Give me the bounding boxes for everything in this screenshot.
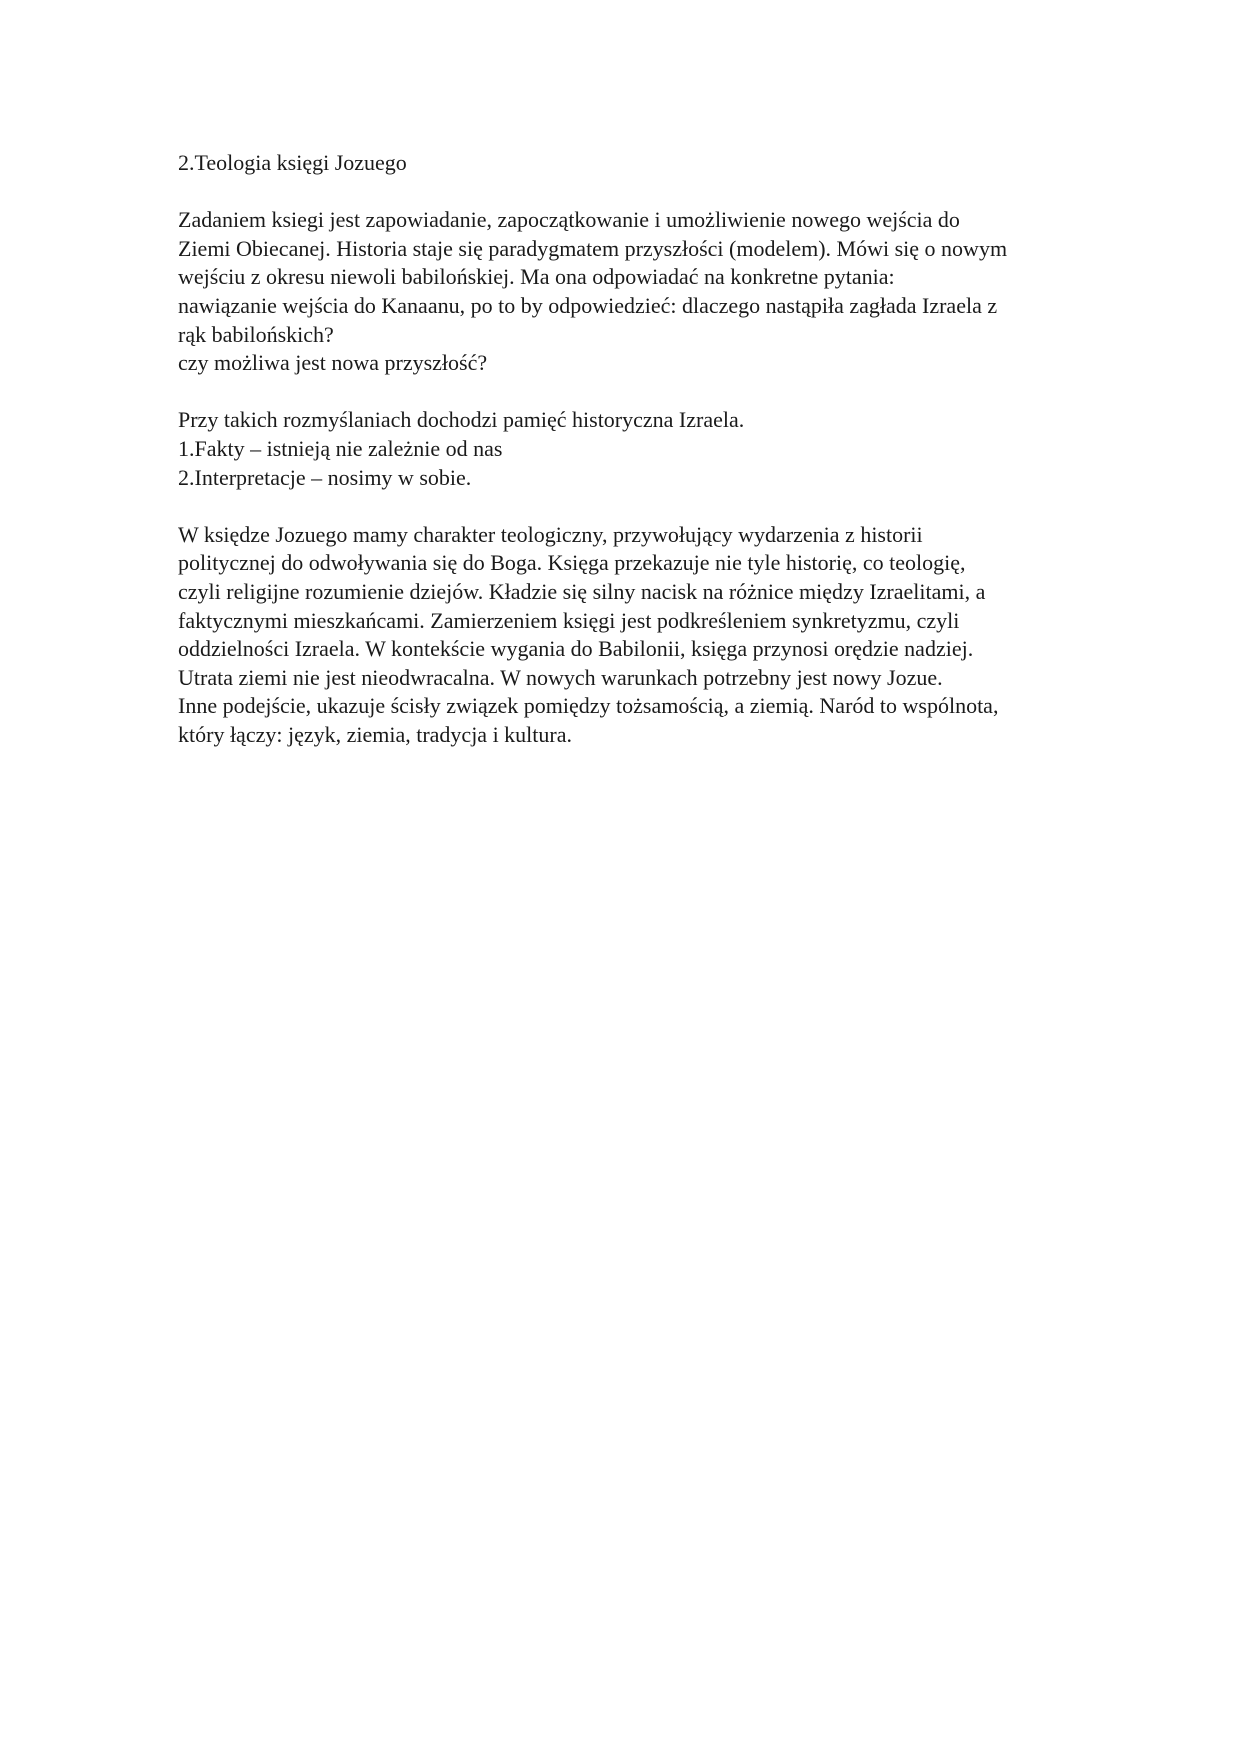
text-line: czyli religijne rozumienie dziejów. Kładzie się silny nacisk na różnice między Izraelitami, a <box>178 578 986 604</box>
text-line: Przy takich rozmyślaniach dochodzi pamięć historyczna Izraela. <box>178 407 745 433</box>
paragraph-spacer <box>178 492 1138 521</box>
text-line: W księdze Jozuego mamy charakter teologiczny, przywołujący wydarzenia z historii <box>178 521 923 547</box>
list-item-facts: 1.Fakty – istnieją nie zależnie od nas <box>178 435 503 461</box>
paragraph-3 <box>178 521 1138 750</box>
list-item-interpretations: 2.Interpretacje – nosimy w sobie. <box>178 464 472 490</box>
text-line: rąk babilońskich? <box>178 321 334 347</box>
document-title: 2.Teologia księgi Jozuego <box>178 150 407 175</box>
paragraph-2 <box>178 406 1138 492</box>
text-line: wejściu z okresu niewoli babilońskiej. Ma ona odpowiadać na konkretne pytania: <box>178 264 895 290</box>
text-line: Utrata ziemi nie jest nieodwracalna. W nowych warunkach potrzebny jest nowy Jozue. <box>178 664 943 690</box>
text-line: Zadaniem ksiegi jest zapowiadanie, zapoczątkowanie i umożliwienie nowego wejścia do <box>178 207 960 233</box>
document-body <box>178 149 1138 749</box>
text-line: oddzielności Izraela. W kontekście wygania do Babilonii, księga przynosi orędzie nadziej. <box>178 636 974 662</box>
text-line: czy możliwa jest nowa przyszłość? <box>178 350 488 376</box>
text-line: nawiązanie wejścia do Kanaanu, po to by odpowiedzieć: dlaczego nastąpiła zagłada Izraela z <box>178 292 998 318</box>
paragraph-spacer <box>178 378 1138 407</box>
text-line: politycznej do odwoływania się do Boga. Księga przekazuje nie tyle historię, co teologię, <box>178 550 966 576</box>
text-line: Inne podejście, ukazuje ścisły związek pomiędzy tożsamością, a ziemią. Naród to wspólnota, <box>178 693 999 719</box>
text-line: który łączy: język, ziemia, tradycja i kultura. <box>178 721 573 747</box>
text-line: Ziemi Obiecanej. Historia staje się paradygmatem przyszłości (modelem). Mówi się o nowym <box>178 235 1008 261</box>
paragraph-1 <box>178 206 1138 378</box>
text-line: faktycznymi mieszkańcami. Zamierzeniem księgi jest podkreśleniem synkretyzmu, czyli <box>178 607 960 633</box>
paragraph-spacer <box>178 178 1138 207</box>
